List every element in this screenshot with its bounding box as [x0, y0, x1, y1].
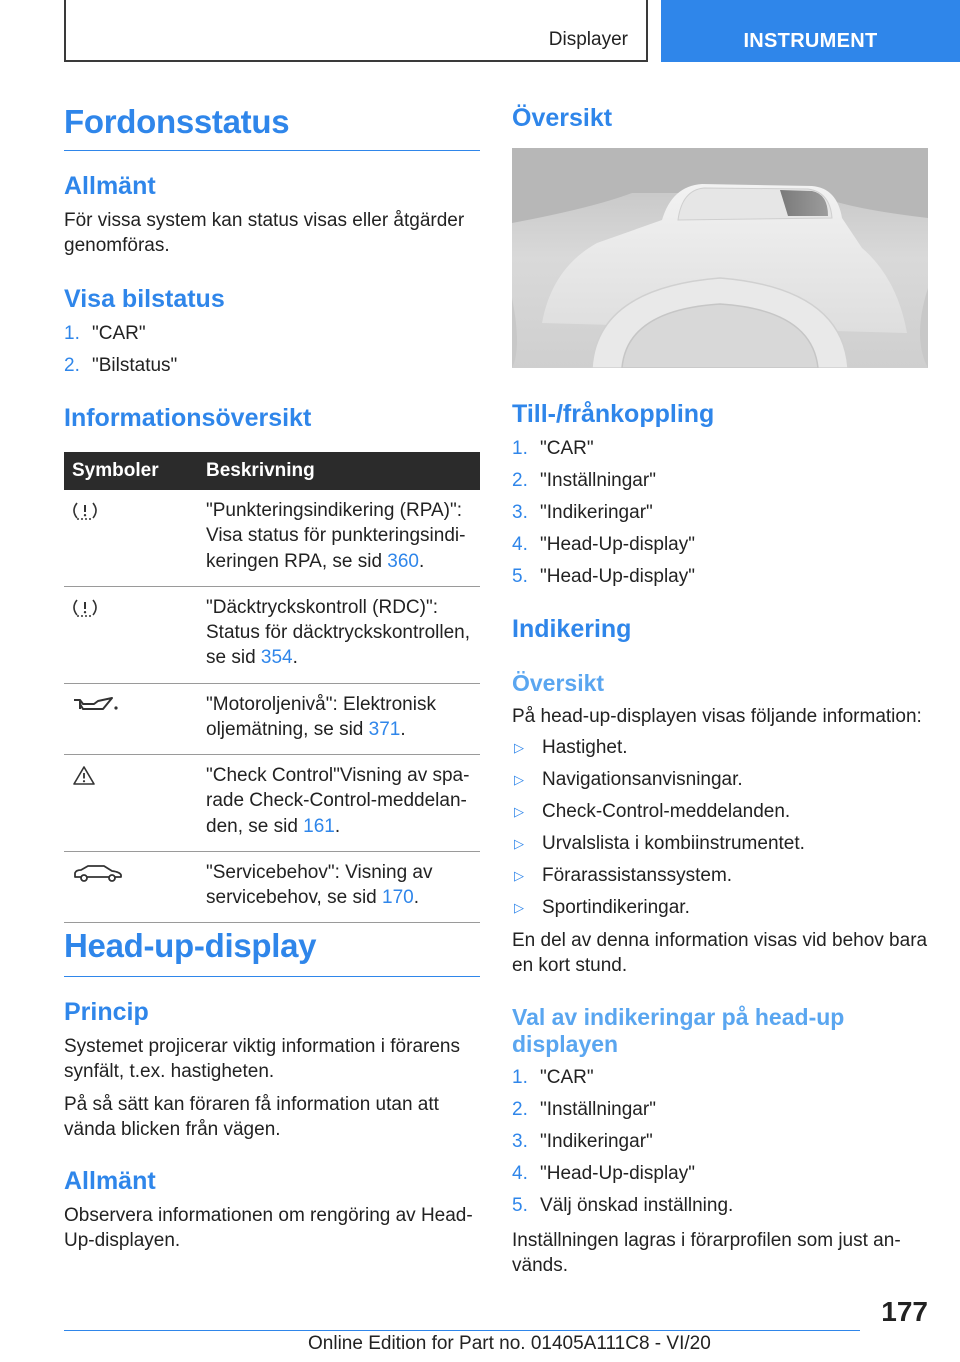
- header-chapter-tab: [661, 0, 960, 62]
- footer-divider: [64, 1330, 860, 1331]
- general2-text: Observera informationen om rengöring av Head-Up-displayen.: [64, 1205, 473, 1252]
- table-row: [64, 683, 480, 755]
- row-description: "Punkteringsindikering (RPA)": Visa status för punkteringsindikeringen RPA, se sid 360.: [198, 490, 480, 586]
- service-car-icon: [72, 862, 124, 884]
- tire-pressure-warning-icon: [72, 500, 98, 522]
- table-row: [64, 755, 480, 852]
- selection-outro: Inställningen lagras i förarprofilen som just används.: [512, 1230, 901, 1277]
- table-row: [64, 490, 480, 586]
- page-number: 177: [881, 1296, 928, 1327]
- display-outro: En del av denna information visas vid behov bara en kort stund.: [512, 930, 928, 977]
- step-item: 3. "Indikeringar": [512, 502, 653, 523]
- step-item: 1. "CAR": [512, 1067, 594, 1088]
- step-item: 2. "Bilstatus": [64, 355, 178, 376]
- step-item: 4. "Head-Up-display": [512, 1163, 695, 1184]
- selection-steps: [512, 1062, 928, 1222]
- display-overview-heading: Översikt: [512, 670, 605, 696]
- step-item: 5. Välj önskad inställning.: [512, 1195, 734, 1216]
- selection-heading: Val av indikeringar på head-up displayen: [512, 1004, 845, 1058]
- row-description: "Motoroljenivå": Elektronisk oljemätning, se sid 371.: [198, 683, 480, 755]
- display-bullets: [512, 732, 928, 924]
- show-status-steps: [64, 318, 480, 382]
- hud-overview-heading: Översikt: [512, 104, 613, 132]
- warning-triangle-icon: [72, 765, 96, 787]
- step-item: 1. "CAR": [512, 438, 594, 459]
- edition-text: Online Edition for Part no. 01405A111C8 - VI/20: [308, 1333, 711, 1354]
- step-item: 5. "Head-Up-display": [512, 566, 695, 587]
- vehicle-status-title: Fordonsstatus: [64, 104, 480, 151]
- general-text: För vissa system kan status visas eller åtgärder genomföras.: [64, 210, 465, 257]
- list-item: ▷ Navigationsanvisningar.: [514, 769, 743, 790]
- page-ref-link[interactable]: 161: [303, 815, 335, 837]
- toggle-steps: [512, 433, 928, 593]
- general-heading: Allmänt: [64, 172, 156, 200]
- principle-text-1: Systemet projicerar viktig information i förarens synfält, t.ex. hastigheten.: [64, 1036, 460, 1083]
- principle-text-2: På så sätt kan föraren få information utan att vända blicken från vägen.: [64, 1094, 439, 1141]
- list-item: ▷ Sportindikeringar.: [514, 897, 690, 918]
- header-section-box: [64, 0, 648, 62]
- list-item: ▷ Hastighet.: [514, 737, 628, 758]
- table-row: [64, 586, 480, 683]
- chapter-title: INSTRUMENT: [743, 30, 878, 52]
- row-description: "Däcktryckskontroll (RDC)": Status för däcktryckskontrollen, se sid 354.: [198, 586, 480, 683]
- show-status-heading: Visa bilstatus: [64, 285, 225, 313]
- step-item: 2. "Inställningar": [512, 1099, 656, 1120]
- display-intro: På head-up-displayen visas följande information:: [512, 706, 922, 727]
- page-ref-link[interactable]: 371: [368, 718, 401, 740]
- principle-heading: Princip: [64, 998, 149, 1026]
- step-item: 1. "CAR": [64, 323, 146, 344]
- col-header-symbol: Symboler: [64, 452, 198, 490]
- oil-can-icon: [72, 694, 122, 716]
- toggle-heading: Till-/frånkoppling: [512, 400, 715, 428]
- row-description: "Servicebehov": Visning av servicebehov, se sid 170.: [198, 851, 480, 923]
- col-header-description: Beskrivning: [198, 452, 480, 490]
- list-item: ▷ Förarassistanssystem.: [514, 865, 733, 886]
- list-item: ▷ Urvalslista i kombiinstrumentet.: [514, 833, 805, 854]
- row-description: "Check Control"Visning av sparade Check-Control-meddelanden, se sid 161.: [198, 755, 480, 852]
- step-item: 2. "Inställningar": [512, 470, 656, 491]
- symbol-table: [64, 452, 480, 923]
- page-ref-link[interactable]: 354: [260, 647, 293, 669]
- general2-heading: Allmänt: [64, 1167, 156, 1195]
- page-ref-link[interactable]: 360: [387, 550, 419, 572]
- tire-pressure-warning-icon: [72, 597, 98, 619]
- hud-dashboard-photo: [512, 148, 928, 368]
- list-item: ▷ Check-Control-meddelanden.: [514, 801, 791, 822]
- section-title: Displayer: [548, 29, 628, 50]
- table-row: [64, 851, 480, 923]
- page-ref-link[interactable]: 170: [382, 887, 414, 909]
- step-item: 4. "Head-Up-display": [512, 534, 695, 555]
- hud-title: Head-up-display: [64, 928, 480, 977]
- display-heading: Indikering: [512, 615, 632, 643]
- step-item: 3. "Indikeringar": [512, 1131, 653, 1152]
- info-overview-heading: Informationsöversikt: [64, 404, 312, 432]
